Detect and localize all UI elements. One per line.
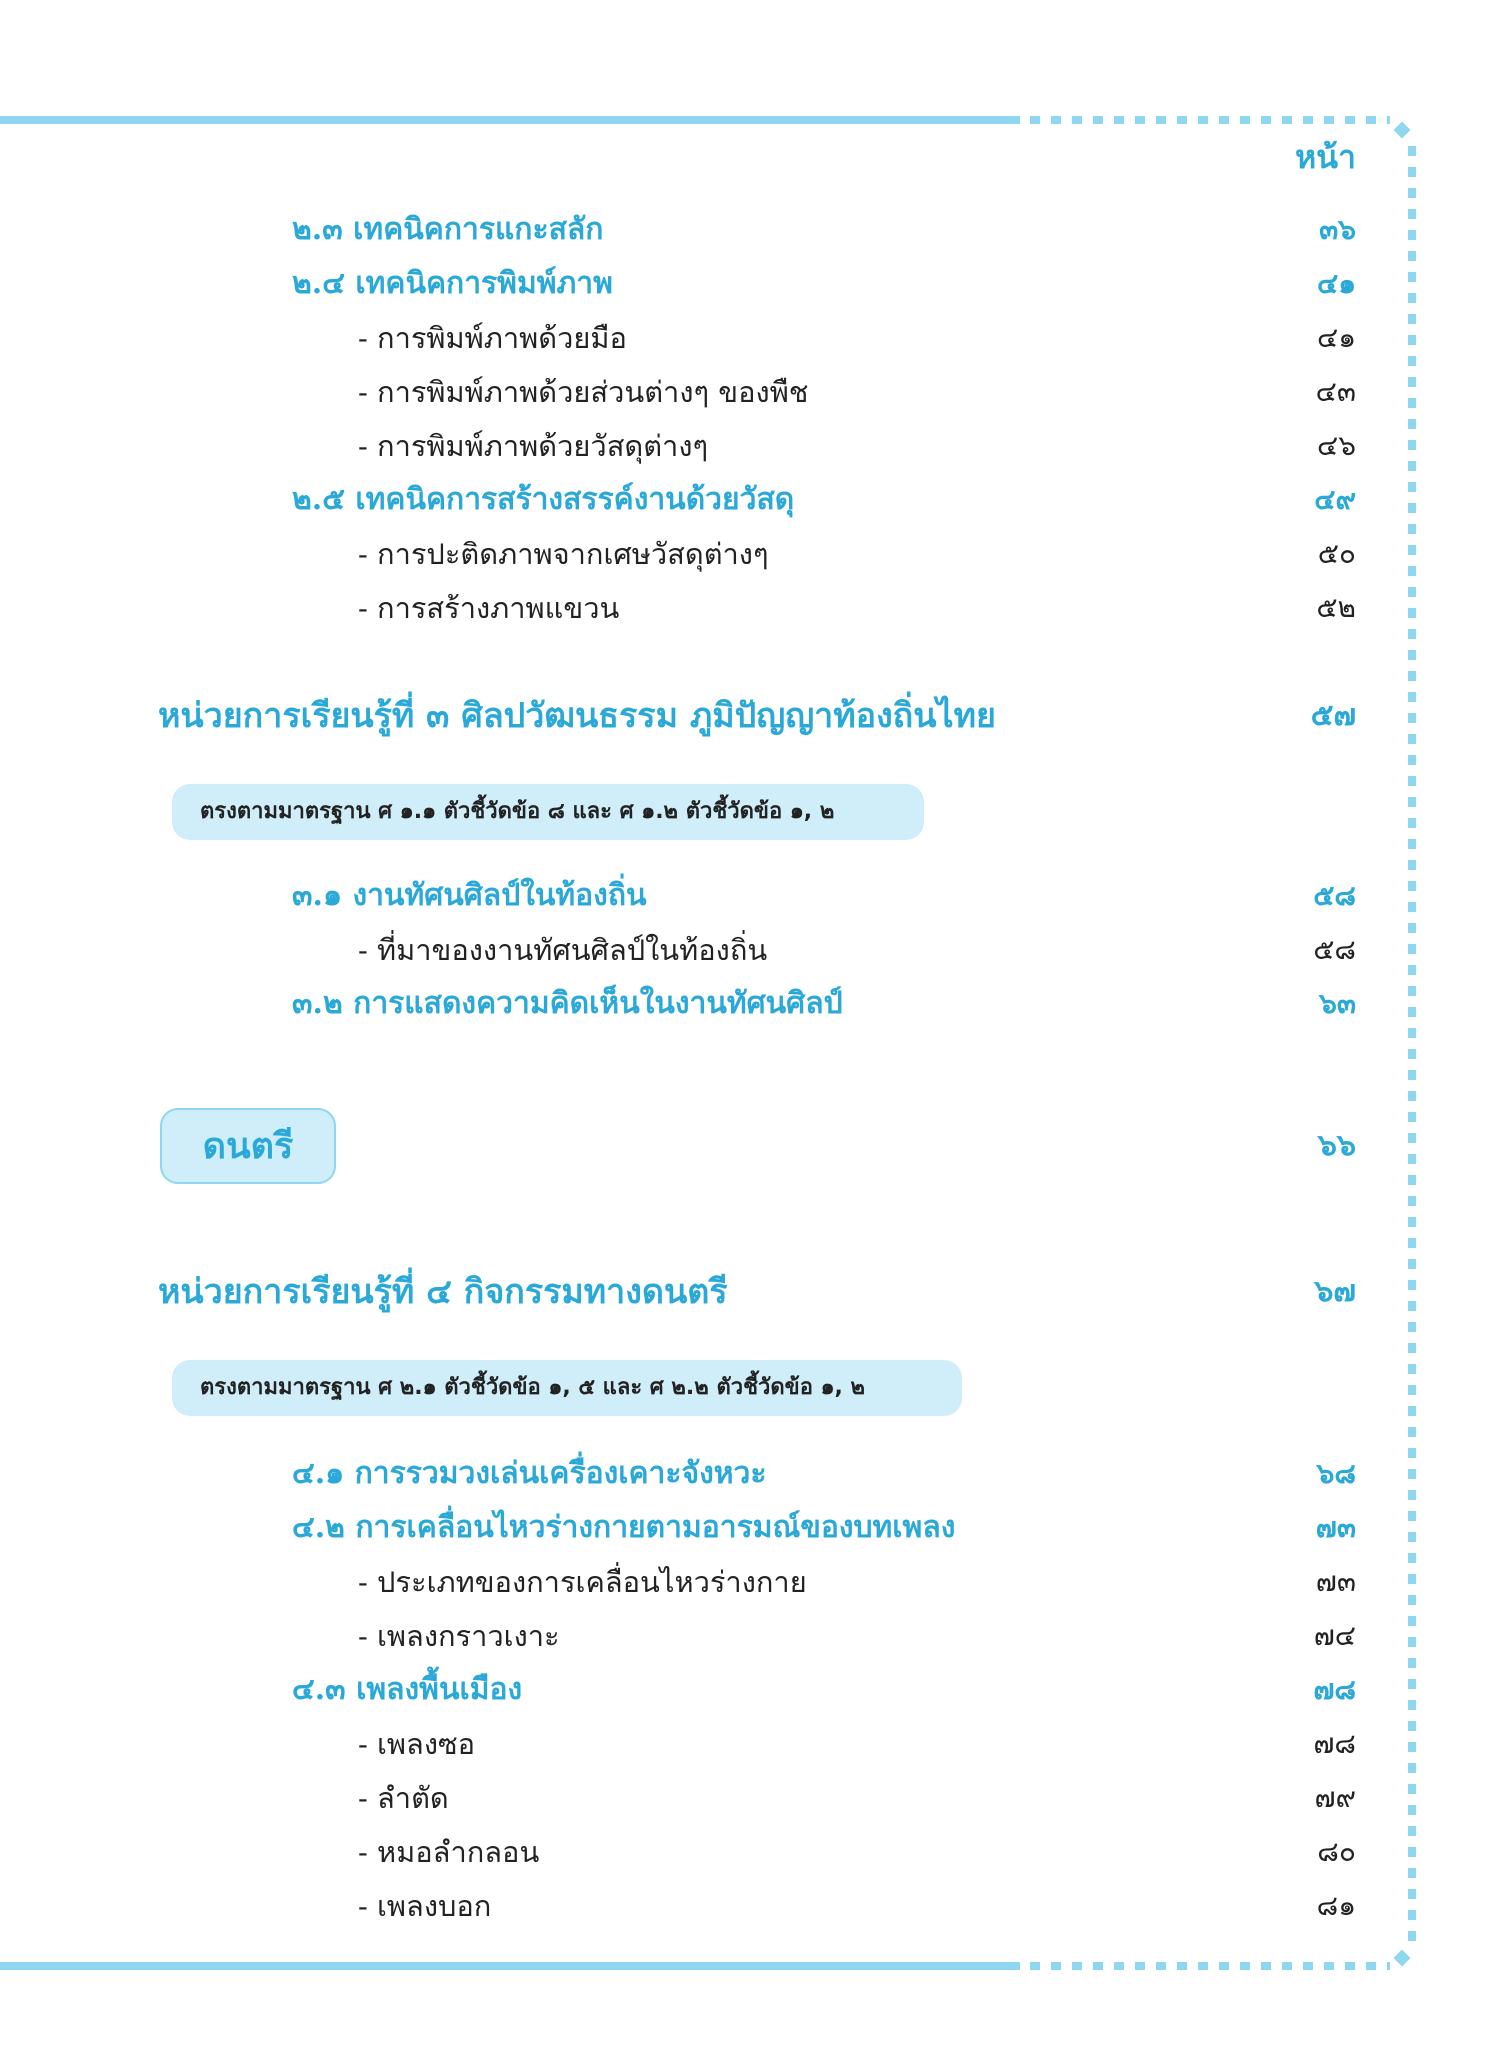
entry-page: ๔๑: [1317, 321, 1356, 354]
top-border: [0, 116, 1020, 124]
entry-label: - เพลงกราวเงาะ: [358, 1619, 560, 1653]
entry-label: ๓.๑ งานทัศนศิลป์ในท้องถิ่น: [292, 878, 647, 913]
music-section-page: ๖๖: [1317, 1128, 1356, 1163]
entry-page: ๗๙: [1314, 1781, 1356, 1814]
toc-entry[interactable]: [0, 368, 1496, 416]
toc-entry[interactable]: [0, 926, 1496, 974]
toc-entry[interactable]: [0, 1882, 1496, 1930]
toc-entry[interactable]: [0, 476, 1496, 524]
entry-label: - เพลงซอ: [358, 1727, 476, 1761]
entry-label: ๒.๔ เทคนิคการพิมพ์ภาพ: [292, 266, 613, 301]
toc-entry[interactable]: [0, 260, 1496, 308]
entry-page: ๗๓: [1315, 1511, 1356, 1544]
unit-heading[interactable]: [0, 688, 1496, 736]
toc-entry[interactable]: [0, 422, 1496, 470]
standard-box: ตรงตามมาตรฐาน ศ ๒.๑ ตัวชี้วัดข้อ ๑, ๕ และ ศ ๒.๒ ตัวชี้วัดข้อ ๑, ๒: [172, 1360, 962, 1416]
corner-top-right: [1394, 122, 1411, 139]
entry-label: - การพิมพ์ภาพด้วยส่วนต่างๆ ของพืช: [358, 375, 809, 409]
entry-label: - การพิมพ์ภาพด้วยวัสดุต่างๆ: [358, 429, 709, 463]
toc-entry[interactable]: [0, 980, 1496, 1028]
entry-label: - เพลงบอก: [358, 1889, 492, 1923]
entry-label: ๔.๒ การเคลื่อนไหวร่างกายตามอารมณ์ของบทเพลง: [292, 1510, 956, 1545]
entry-label: - ที่มาของงานทัศนศิลป์ในท้องถิ่น: [358, 933, 768, 967]
entry-page: ๖๘: [1316, 1457, 1356, 1490]
entry-label: - การพิมพ์ภาพด้วยมือ: [358, 321, 627, 355]
entry-page: ๔๑: [1317, 267, 1356, 300]
toc-entry[interactable]: [0, 1828, 1496, 1876]
toc-entry[interactable]: [0, 584, 1496, 632]
unit-heading[interactable]: [0, 1264, 1496, 1312]
top-border-dotted: [1030, 116, 1390, 124]
entry-page: ๗๔: [1313, 1619, 1356, 1652]
toc-entry[interactable]: [0, 206, 1496, 254]
entry-page: ๕๘: [1313, 879, 1356, 912]
unit-page: ๕๗: [1310, 698, 1356, 733]
unit-label: หน่วยการเรียนรู้ที่ ๓ ศิลปวัฒนธรรม ภูมิปัญญาท้องถิ่นไทย: [158, 696, 996, 736]
toc-entry[interactable]: [0, 1450, 1496, 1498]
page-column-header: หน้า: [1295, 138, 1356, 176]
entry-page: ๗๘: [1313, 1727, 1356, 1760]
entry-label: - หมอลำกลอน: [358, 1835, 540, 1869]
entry-label: ๒.๕ เทคนิคการสร้างสรรค์งานด้วยวัสดุ: [292, 482, 795, 517]
entry-page: ๕๐: [1317, 537, 1356, 570]
entry-page: ๗๓: [1315, 1565, 1356, 1598]
entry-page: ๕๘: [1313, 933, 1356, 966]
entry-page: ๘๑: [1316, 1889, 1356, 1922]
entry-label: ๓.๒ การแสดงความคิดเห็นในงานทัศนศิลป์: [292, 986, 843, 1021]
bottom-border: [0, 1962, 1020, 1970]
entry-page: ๖๓: [1319, 987, 1356, 1020]
entry-label: - การปะติดภาพจากเศษวัสดุต่างๆ: [358, 537, 769, 571]
entry-page: ๔๙: [1314, 483, 1356, 516]
standard-box: ตรงตามมาตรฐาน ศ ๑.๑ ตัวชี้วัดข้อ ๘ และ ศ ๑.๒ ตัวชี้วัดข้อ ๑, ๒: [172, 784, 924, 840]
toc-entry[interactable]: [0, 1666, 1496, 1714]
entry-label: - การสร้างภาพแขวน: [358, 591, 620, 625]
unit-label: หน่วยการเรียนรู้ที่ ๔ กิจกรรมทางดนตรี: [158, 1272, 728, 1312]
entry-label: ๔.๑ การรวมวงเล่นเครื่องเคาะจังหวะ: [292, 1456, 767, 1491]
bottom-border-dotted: [1030, 1962, 1390, 1970]
toc-entry[interactable]: [0, 872, 1496, 920]
entry-page: ๕๒: [1316, 591, 1356, 624]
entry-label: - ลำตัด: [358, 1781, 449, 1815]
entry-page: ๘๐: [1317, 1835, 1356, 1868]
entry-label: - ประเภทของการเคลื่อนไหวร่างกาย: [358, 1565, 807, 1599]
corner-bottom-right: [1394, 1950, 1411, 1967]
unit-page: ๖๗: [1314, 1274, 1356, 1309]
toc-entry[interactable]: [0, 1774, 1496, 1822]
toc-entry[interactable]: [0, 1558, 1496, 1606]
entry-page: ๔๖: [1317, 429, 1356, 462]
toc-entry[interactable]: [0, 314, 1496, 362]
music-section-badge[interactable]: ดนตรี: [160, 1108, 336, 1184]
toc-entry[interactable]: [0, 1504, 1496, 1552]
entry-page: ๔๓: [1315, 375, 1356, 408]
entry-page: ๗๘: [1313, 1673, 1356, 1706]
toc-entry[interactable]: [0, 530, 1496, 578]
toc-entry[interactable]: [0, 1720, 1496, 1768]
entry-page: ๓๖: [1319, 213, 1356, 246]
entry-label: ๔.๓ เพลงพื้นเมือง: [292, 1672, 523, 1707]
toc-entry[interactable]: [0, 1612, 1496, 1660]
entry-label: ๒.๓ เทคนิคการแกะสลัก: [292, 212, 604, 247]
